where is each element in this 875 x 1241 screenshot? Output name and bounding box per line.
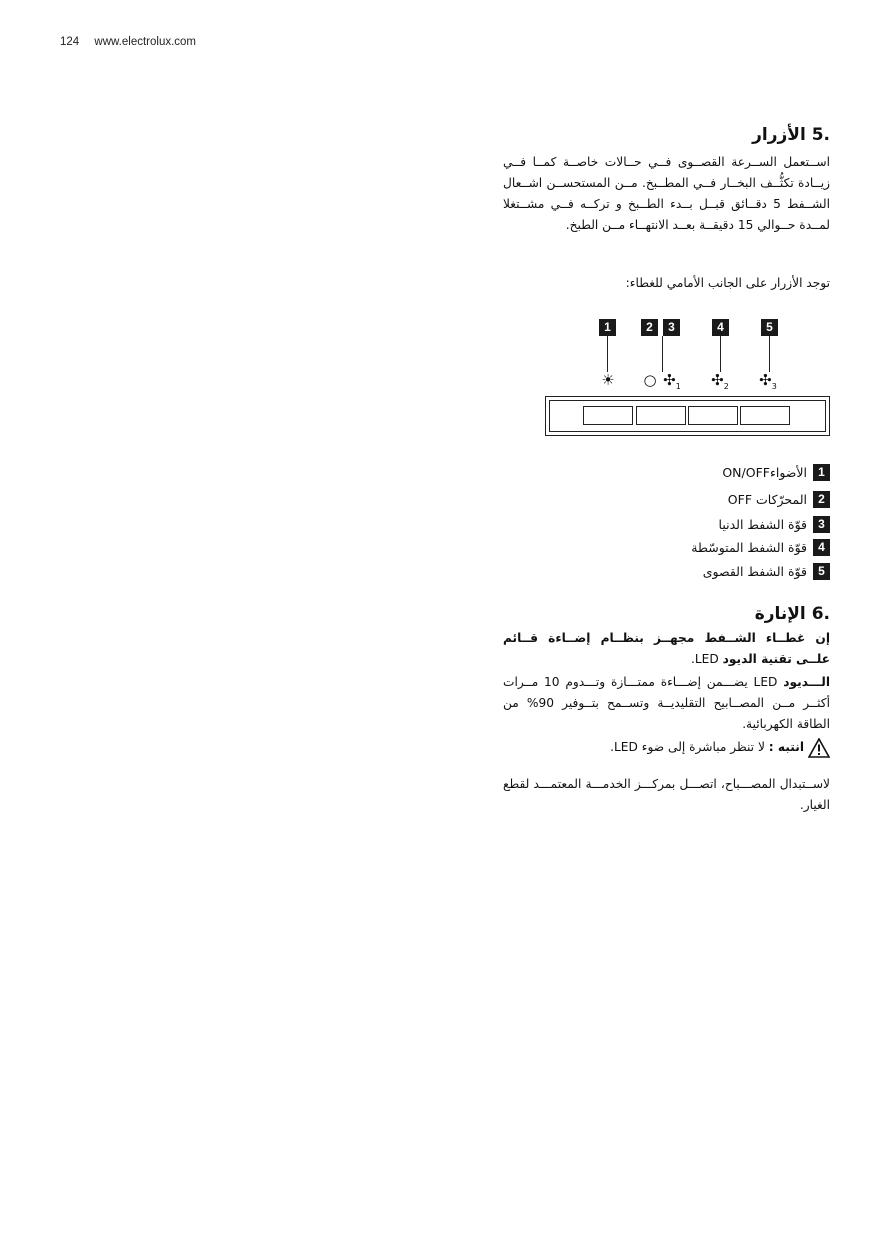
speed2-button[interactable] (688, 406, 738, 425)
fan-speed-2-icon: $✣_2$ (711, 371, 729, 391)
callout-1: 1 (599, 319, 616, 336)
legend-badge-4: 4 (813, 539, 830, 556)
legend-badge-2: 2 (813, 491, 830, 508)
legend-text-5: قوّة الشفط القصوى (702, 563, 807, 579)
legend-item-5 (703, 561, 830, 581)
led-benefits-rest: LED يضـــمن إضـــاءة ممتـــازة وتـــدوم 10 مــرات أكثــر مــن المصــابيح التقليديــة وتســمح بتــوفير 90% من الطاقة الكهربائية. (503, 675, 830, 731)
legend-badge-1: 1 (813, 464, 830, 481)
warning-text (610, 737, 804, 758)
fan-speed-3-icon: $✣_3$ (759, 371, 777, 391)
section-buttons (503, 125, 830, 145)
off-speed1-button[interactable] (636, 406, 686, 425)
replacement-paragraph: لاســتبدال المصـــباح، اتصـــل بمركـــز الخدمـــة المعتمـــد لقطع الغيار. (503, 777, 830, 812)
website-link[interactable]: www.electrolux.com (94, 36, 197, 48)
callout-3: 3 (663, 319, 680, 336)
legend-badge-5: 5 (813, 563, 830, 580)
buttons-location-text: توجد الأزرار على الجانب الأمامي للغطاء: (625, 276, 830, 290)
off-icon: ○ (643, 371, 657, 389)
led-system-rest: LED. (690, 652, 723, 666)
section-5-title: .5 الأزرار (752, 125, 830, 145)
warning-label: انتبه : (768, 740, 804, 754)
legend-item-2 (728, 489, 830, 509)
leader-line-4 (720, 336, 721, 372)
section-lighting (503, 604, 830, 624)
legend-item-3 (719, 514, 830, 534)
legend-text-1: ON/OFFالأضواء (722, 464, 807, 480)
leader-line-5 (769, 336, 770, 372)
fan-speed-1-icon: $✣_1$ (663, 371, 681, 391)
legend-item-1 (722, 462, 830, 482)
page-header (60, 36, 196, 48)
legend-badge-3: 3 (813, 516, 830, 533)
warning-row (503, 737, 830, 758)
led-system-paragraph (503, 628, 830, 670)
callout-5: 5 (761, 319, 778, 336)
section-6-title: .6 الإنارة (754, 604, 830, 624)
leader-line-1 (607, 336, 608, 372)
section-6-body (503, 628, 830, 816)
led-benefits-bold: الـــديود (783, 675, 830, 689)
legend-text-2: المحرّكات OFF (727, 491, 807, 507)
page-number: 124 (60, 36, 80, 48)
control-panel-diagram (545, 316, 830, 441)
led-system-bold: إن غطــاء الشــفط مجهــز بنظــام إضــاءة قــائم علــى تقنية الديود (503, 631, 830, 666)
legend-text-3: قوّة الشفط الدنيا (718, 516, 807, 532)
led-benefits-paragraph (503, 672, 830, 735)
warning-triangle-icon (808, 738, 830, 758)
section-5-body (503, 152, 830, 236)
warning-message: لا تنظر مباشرة إلى ضوء LED. (610, 740, 769, 754)
section-5-intro (503, 273, 830, 294)
callout-2: 2 (641, 319, 658, 336)
legend-text-4: قوّة الشفط المتوسّطة (691, 539, 807, 555)
leader-line-2-3 (662, 336, 663, 372)
callout-4: 4 (712, 319, 729, 336)
light-button[interactable] (583, 406, 633, 425)
light-icon: ☀ (601, 371, 615, 389)
legend-item-4 (691, 537, 830, 557)
section-5-paragraph: اســتعمل الســرعة القصــوى فــي حــالات خاصــة كمــا فــي زيــادة تكثُّــف البخــار فــي المطــبخ. مــن المستحســن اشــعال الشــفط 5 دقــائق قبــل بــدء الطــبخ و تركــه فــي مشــتغلا لمــدة حــوالي 15 دقيقــة بعــد الانتهــاء مــن الطبخ. (503, 155, 830, 232)
speed3-button[interactable] (740, 406, 790, 425)
